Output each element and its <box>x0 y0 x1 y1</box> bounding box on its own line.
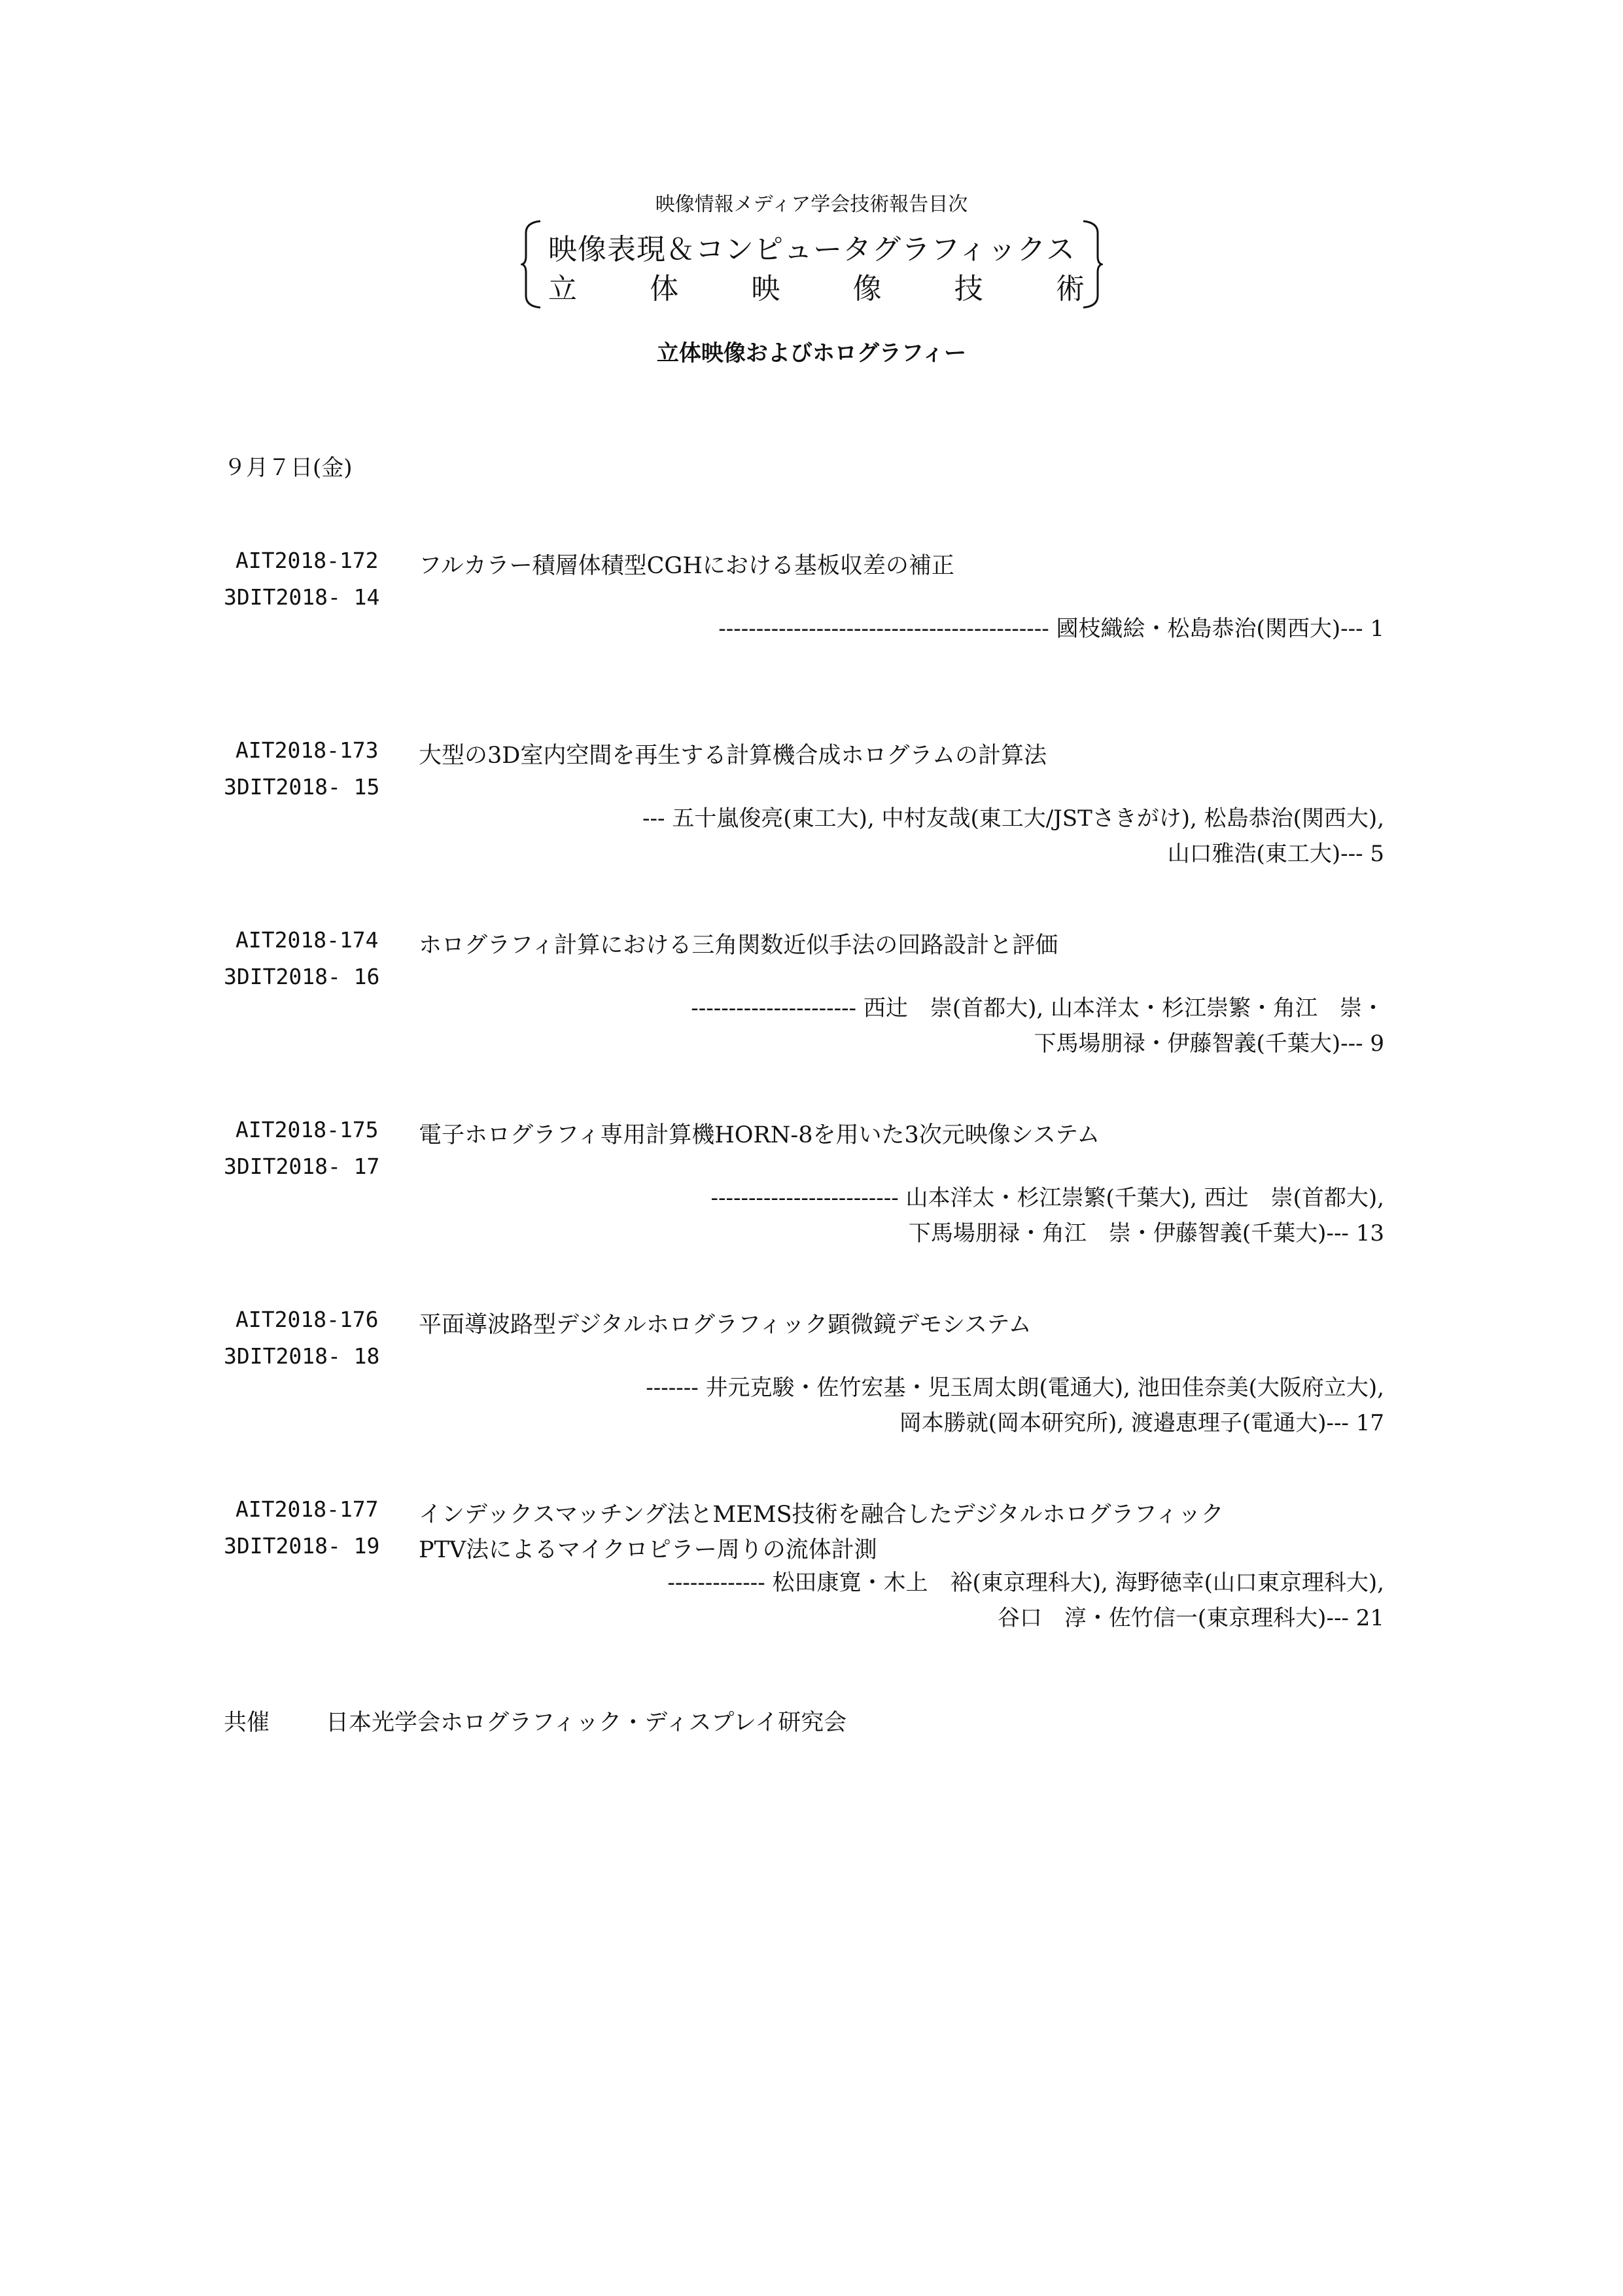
session-date: ９月７日(金) <box>224 455 353 481</box>
cosponsor-label: 共催 <box>224 1710 270 1736</box>
3dit-report-number: 3DIT2018- 14 <box>224 584 380 610</box>
technical-group-name-2 <box>548 265 1085 307</box>
heading-char: 術 <box>1055 272 1085 306</box>
paper-authors-continued: 谷口 淳・佐竹信一(東京理科大)--- 21 <box>997 1605 1384 1631</box>
paper-title[interactable]: フルカラー積層体積型CGHにおける基板収差の補正 <box>419 553 954 579</box>
paper-title[interactable]: 大型の3D室内空間を再生する計算機合成ホログラムの計算法 <box>419 743 1047 769</box>
paper-authors-continued: 山口雅浩(東工大)--- 5 <box>1167 841 1384 867</box>
paper-title[interactable]: 電子ホログラフィ専用計算機HORN-8を用いた3次元映像システム <box>419 1122 1100 1148</box>
3dit-report-number: 3DIT2018- 19 <box>224 1533 380 1559</box>
left-bracket-icon <box>521 220 544 309</box>
paper-title[interactable]: 平面導波路型デジタルホログラフィック顕微鏡デモシステム <box>419 1312 1032 1338</box>
paper-authors: ------- 井元克駿・佐竹宏基・児玉周太朗(電通大), 池田佳奈美(大阪府立大), <box>646 1375 1384 1401</box>
ait-report-number: AIT2018-174 <box>236 927 379 953</box>
paper-authors: ------------------------- 山本洋太・杉江崇繁(千葉大), 西辻 崇(首都大), <box>710 1185 1384 1211</box>
heading-char: 映 <box>751 272 780 306</box>
3dit-report-number: 3DIT2018- 17 <box>224 1154 380 1179</box>
heading-char: 体 <box>650 272 679 306</box>
cosponsor-name: 日本光学会ホログラフィック・ディスプレイ研究会 <box>326 1710 847 1736</box>
paper-authors: -------------------------------------------- 國枝織絵・松島恭治(関西大)--- 1 <box>718 616 1384 642</box>
ait-report-number: AIT2018-175 <box>236 1117 379 1142</box>
paper-authors: ---------------------- 西辻 崇(首都大), 山本洋太・杉江崇繁・角江 崇・ <box>691 995 1384 1021</box>
ait-report-number: AIT2018-177 <box>236 1496 379 1522</box>
paper-authors-continued: 下馬場朋禄・角江 崇・伊藤智義(千葉大)--- 13 <box>908 1220 1384 1246</box>
heading-char: 立 <box>548 272 577 306</box>
session-title: 立体映像およびホログラフィー <box>656 340 967 366</box>
paper-authors: --- 五十嵐俊亮(東工大), 中村友哉(東工大/JSTさきがけ), 松島恭治(関西大), <box>642 805 1384 832</box>
3dit-report-number: 3DIT2018- 18 <box>224 1343 380 1369</box>
paper-authors: ------------- 松田康寛・木上 裕(東京理科大), 海野徳幸(山口東京理科大), <box>667 1570 1384 1596</box>
ait-report-number: AIT2018-176 <box>236 1307 379 1332</box>
paper-title[interactable]: ホログラフィ計算における三角関数近似手法の回路設計と評価 <box>419 932 1058 959</box>
right-bracket-icon <box>1079 220 1103 309</box>
paper-authors-continued: 下馬場朋禄・伊藤智義(千葉大)--- 9 <box>1034 1031 1384 1057</box>
paper-title-continued[interactable]: PTV法によるマイクロピラー周りの流体計測 <box>419 1537 877 1563</box>
paper-title[interactable]: インデックスマッチング法とMEMS技術を融合したデジタルホログラフィック <box>419 1502 1224 1528</box>
3dit-report-number: 3DIT2018- 15 <box>224 774 380 800</box>
paper-authors-continued: 岡本勝就(岡本研究所), 渡邉恵理子(電通大)--- 17 <box>899 1410 1384 1436</box>
ait-report-number: AIT2018-173 <box>236 737 379 763</box>
heading-char: 技 <box>954 272 983 306</box>
heading-char: 像 <box>852 272 882 306</box>
3dit-report-number: 3DIT2018- 16 <box>224 964 380 989</box>
ait-report-number: AIT2018-172 <box>236 548 379 573</box>
document-type-heading: 映像情報メディア学会技術報告目次 <box>655 193 968 216</box>
technical-group-name-1: 映像表現＆コンピュータグラフィックス <box>548 233 1076 266</box>
